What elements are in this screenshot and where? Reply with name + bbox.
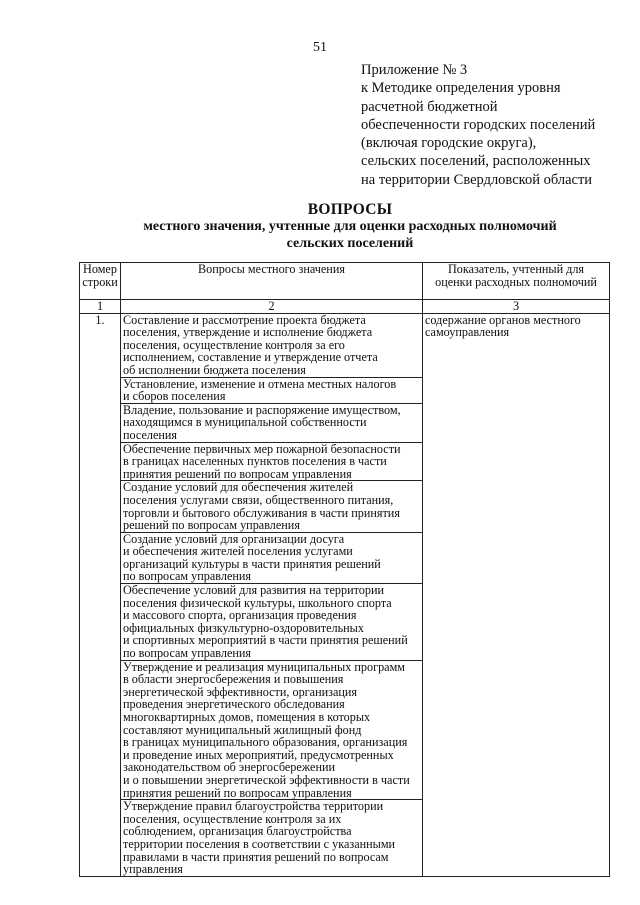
appendix-line: на территории Свердловской области — [361, 171, 593, 188]
question-line: Установление, изменение и отмена местных налогов — [123, 376, 397, 391]
row-number: 1. — [80, 313, 121, 876]
question-cell — [121, 584, 423, 661]
question-line: правилами в части принятия решений по вопросам — [123, 849, 389, 864]
question-line: поселения физической культуры, школьного спорта — [123, 595, 392, 610]
document-subtitle-line: местного значения, учтенные для оценки расходных полномочий — [143, 219, 557, 234]
appendix-line: (включая городские округа), — [361, 135, 537, 152]
header-question — [121, 263, 423, 300]
question-line: Составление и рассмотрение проекта бюджета — [123, 312, 366, 327]
question-cell — [121, 481, 423, 532]
question-line: в границах населенных пунктов поселения в части — [123, 454, 387, 469]
question-line: составляют муниципальный жилищный фонд — [123, 722, 362, 737]
question-line: по вопросам управления — [123, 569, 252, 584]
appendix-line: расчетной бюджетной — [361, 98, 498, 115]
appendix-line: Приложение № 3 — [361, 62, 468, 78]
question-line: Обеспечение первичных мер пожарной безопасности — [123, 441, 401, 456]
question-line: энергетической эффективности, организация — [123, 684, 358, 699]
question-cell — [121, 532, 423, 583]
question-line: находящимся в муниципальной собственности — [123, 415, 367, 430]
question-line: поселения услугами связи, общественного питания, — [123, 492, 394, 507]
question-line: Создание условий для организации досуга — [123, 531, 345, 546]
question-line: управления — [123, 862, 183, 877]
column-number-row — [80, 300, 610, 314]
question-cell — [121, 313, 423, 377]
header-text: строки — [82, 274, 118, 289]
table-header-row — [80, 263, 610, 300]
header-text: Вопросы местного значения — [198, 262, 345, 276]
question-cell — [121, 403, 423, 442]
question-line: Создание условий для обеспечения жителей — [123, 480, 354, 495]
question-line: по вопросам управления — [123, 646, 252, 661]
question-line: поселения, осуществление контроля за их — [123, 811, 342, 826]
question-line: проведения энергетического обследования — [123, 697, 345, 712]
indicator-line: самоуправления — [425, 325, 510, 340]
question-line: поселения — [123, 427, 178, 442]
question-line: и о повышении энергетической эффективности в части — [123, 772, 410, 787]
question-line: Обеспечение условий для развития на территории — [123, 583, 385, 598]
appendix-line: к Методике определения уровня — [361, 80, 561, 97]
header-text: Номер — [83, 262, 117, 276]
question-line: поселения, утверждение и исполнение бюджета — [123, 325, 373, 340]
question-line: торговли и бытового обслуживания в части принятия — [123, 505, 400, 520]
column-number: 2 — [121, 300, 423, 314]
appendix-line: обеспеченности городских поселений — [361, 116, 596, 133]
question-line: исполнением, составление и утверждение отчета — [123, 350, 378, 365]
question-line: и сборов поселения — [123, 389, 226, 404]
document-subtitle-line: сельских поселений — [286, 236, 414, 251]
question-line: многоквартирных домов, помещения в которых — [123, 710, 371, 724]
question-line: соблюдением, организация благоустройства — [123, 824, 352, 839]
question-line: в границах муниципального образования, организация — [123, 735, 408, 750]
table-row — [80, 313, 610, 377]
question-line: Утверждение и реализация муниципальных программ — [123, 659, 405, 674]
question-line: в области энергосбережения и повышения — [123, 672, 344, 687]
question-line: Утверждение правил благоустройства территории — [123, 799, 384, 814]
question-line: принятия решений по вопросам управления — [123, 466, 352, 481]
header-row-number — [80, 263, 121, 300]
header-indicator — [423, 263, 610, 300]
appendix-note — [361, 61, 621, 189]
question-line: решений по вопросам управления — [123, 518, 300, 533]
question-line: Владение, пользование и распоряжение имуществом, — [123, 402, 401, 417]
question-line: об исполнении бюджета поселения — [123, 362, 306, 377]
page-number: 51 — [313, 40, 327, 55]
indicator-line: содержание органов местного — [425, 312, 581, 327]
document-heading — [60, 201, 640, 252]
appendix-line: сельских поселений, расположенных — [361, 153, 591, 170]
question-line: и массового спорта, организация проведения — [123, 608, 357, 623]
document-title: ВОПРОСЫ — [307, 201, 393, 218]
question-cell — [121, 660, 423, 800]
question-line: принятия решений по вопросам управления — [123, 785, 352, 800]
column-number: 1 — [80, 300, 121, 314]
question-line: и проведение иных мероприятий, предусмотренных — [123, 747, 394, 762]
question-line: поселения, осуществление контроля за его — [123, 337, 345, 352]
questions-table — [79, 262, 610, 877]
column-number: 3 — [423, 300, 610, 314]
header-text: оценки расходных полномочий — [435, 274, 597, 289]
question-line: организаций культуры в части принятия решений — [123, 556, 381, 571]
question-line: законодательством об энергосбережении — [123, 760, 336, 775]
question-cell — [121, 800, 423, 877]
question-cell — [121, 442, 423, 481]
header-text: Показатель, учтенный для — [447, 262, 585, 276]
question-line: и спортивных мероприятий в части принятия решений — [123, 633, 408, 648]
question-line: официальных физкультурно-оздоровительных — [123, 620, 364, 635]
question-cell — [121, 377, 423, 403]
question-line: территории поселения в соответствии с указанными — [123, 836, 396, 851]
question-line: и обеспечения жителей поселения услугами — [123, 544, 353, 559]
indicator-cell — [423, 313, 610, 876]
